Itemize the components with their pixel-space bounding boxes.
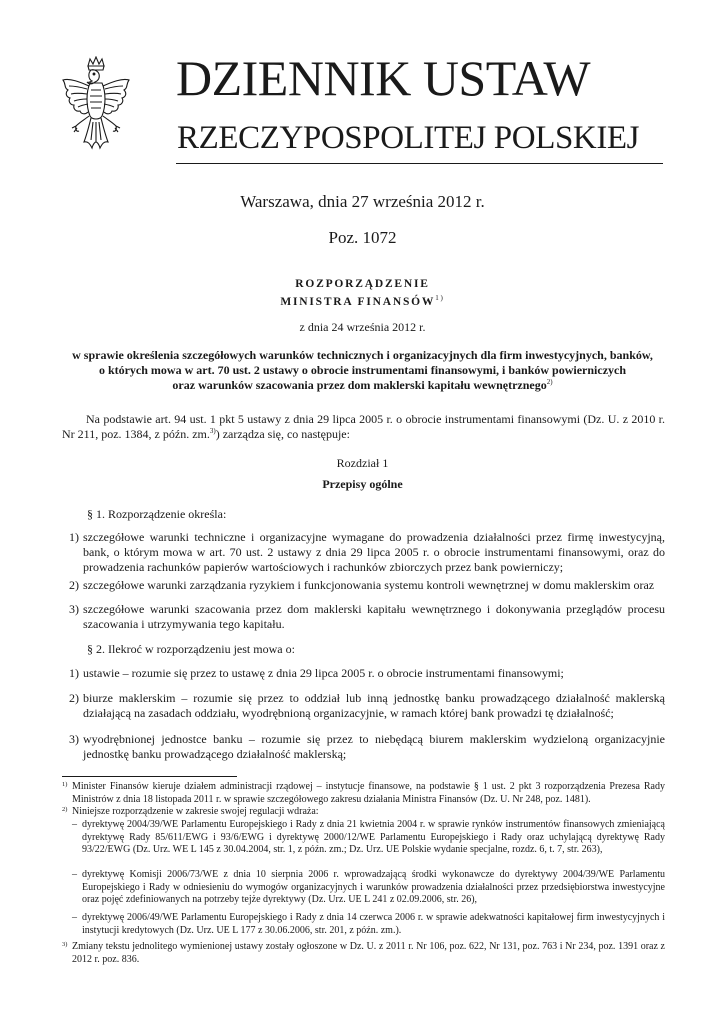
footnote-mark: 2) [62,806,68,813]
footnote-list-text: dyrektywę 2004/39/WE Parlamentu Europejskiego i Rady z dnia 21 kwietnia 2004 r. w sprawie rynków instrumentów finansowych zmieniającą dyrektywę Rady 85/611/EWG i 93/6/EWG i dyrektywę 2000/12/WE Parlamentu Europejskiego i Rady oraz uchylającą dyrektywę Rady 93/22/EWG (Dz. Urz. WE L 145 z 30.04.2004, str. 1, z późn. zm.; Dz. Urz. UE Polskie wydanie specjalne, rozdz. 6, t. 7, str. 263), [82,819,665,855]
act-issuer [60,295,665,309]
footnote-mark: 1) [62,781,68,788]
act-type: ROZPORZĄDZENIE [295,278,430,290]
footnote-list-item [72,912,665,937]
footnote-mark: 3) [62,941,68,948]
legal-basis-text-end: ) zarządza się, co następuje: [215,427,350,441]
journal-subtitle: RZECZYPOSPOLITEJ POLSKIEJ [177,120,640,156]
list-item-text: szczegółowe warunki zarządzania ryzykiem i funkcjonowania systemu kontroli wewnętrznej w domu maklerskim oraz [83,578,655,592]
list-item-text: szczegółowe warunki techniczne i organizacyjne wymagane do prowadzenia działalności przez firmę inwestycyjną, bank, o którym mowa w art. 70 ust. 2 ustawy z dnia 29 lipca 2005 r. o obrocie instrumentami finansowymi, oraz do prowadzenia rachunków papierów wartościowych i rachunków zbiorczych przez bank powierniczy; [83,530,665,574]
footnote-list-item [72,819,665,857]
list-item-text: biurze maklerskim – rozumie się przez to oddział lub inną jednostkę banku prowadzącego działalność maklerską działającą na zasadach oddziału, wyodrębnioną organizacyjnie, w ramach której bank prowadzi tę działalność; [83,691,665,720]
list-item [62,578,665,593]
list-item-number: 3) [69,602,79,616]
act-subject [60,348,665,393]
list-item-text: szczegółowe warunki szacowania przez dom maklerski kapitału wewnętrznego i dokonywania przeglądów procesu szacowania i utrzymywania tego kapitału. [83,602,665,631]
footnote-1 [62,781,665,806]
footnote-list-text: dyrektywę 2006/49/WE Parlamentu Europejskiego i Rady z dnia 14 czerwca 2006 r. w sprawie adekwatności kapitałowej firm inwestycyjnych i instytucji kredytowych (Dz. Urz. UE L 177 z 30.06.2006, str. 201, z późn. zm.). [82,912,665,936]
chapter-title: Przepisy ogólne [322,477,403,491]
footnote-2 [62,806,665,819]
footnote-text: Niniejsze rozporządzenie w zakresie swojej regulacji wdraża: [72,806,319,817]
act-date: z dnia 24 września 2012 r. [299,320,426,334]
footnote-text: Zmiany tekstu jednolitego wymienionej ustawy zostały ogłoszone w Dz. U. z 2011 r. Nr 106, poz. 622, Nr 131, poz. 763 i Nr 234, poz. 1391 oraz z 2012 r. poz. 836. [72,941,665,965]
list-item-text: ustawie – rozumie się przez to ustawę z dnia 29 lipca 2005 r. o obrocie instrumentami finansowymi; [83,666,564,680]
masthead-rule [176,163,663,164]
act-subject-line: w sprawie określenia szczegółowych warunków technicznych i organizacyjnych dla firm inwestycyjnych, banków, [72,348,653,362]
list-item-number: 3) [69,732,79,746]
dateline: Warszawa, dnia 27 września 2012 r. [240,192,485,211]
footnote-ref-3[interactable]: 3) [209,427,216,435]
footnote-list-text: dyrektywę Komisji 2006/73/WE z dnia 10 sierpnia 2006 r. wprowadzającą środki wykonawcze do dyrektywy 2004/39/WE Parlamentu Europejskiego i Rady w odniesieniu do wymogów organizacyjnych i warunków prowadzenia działalności przez przedsiębiorstwa inwestycyjne oraz pojęć zdefiniowanych na potrzeby tejże dyrektywy (Dz. Urz. UE L 241 z 02.09.2006, str. 26), [82,869,665,905]
act-subject-line-text: oraz warunków szacowania przez dom maklerski kapitału wewnętrznego [172,378,547,392]
footnote-separator [62,776,237,777]
list-item [62,666,665,681]
act-subject-line: o których mowa w art. 70 ust. 2 ustawy o obrocie instrumentami finansowymi, i banków powierniczych [98,363,627,377]
list-item [62,530,665,575]
legal-basis [62,412,665,442]
footnote-dash: – [72,869,77,880]
footnote-ref-1[interactable]: 1) [435,294,445,302]
list-item-text: wyodrębnionej jednostce banku – rozumie się przez to niebędącą biurem maklerskim wydzieloną organizacyjnie jednostkę banku prowadzącego działalność maklerską; [83,732,665,761]
footnote-text: Minister Finansów kieruje działem administracji rządowej – instytucje finansowe, na podstawie § 1 ust. 2 pkt 3 rozporządzenia Prezesa Rady Ministrów z dnia 18 listopada 2011 r. w sprawie szczegółowego zakresu działania Ministra Finansów (Dz. U. Nr 248, poz. 1481). [72,781,665,805]
footnote-ref-2[interactable]: 2) [546,378,553,386]
footnote-dash: – [72,819,77,830]
chapter-label: Rozdział 1 [336,456,389,470]
act-subject-line [60,378,665,393]
list-item-number: 1) [69,530,79,544]
footnote-3 [62,941,665,966]
position-number: Poz. 1072 [328,228,397,247]
footnote-dash: – [72,912,77,923]
list-item [62,691,665,721]
section-1-intro: § 1. Rozporządzenie określa: [87,507,227,521]
list-item [62,602,665,632]
white-eagle-emblem-icon [60,56,132,164]
list-item [62,732,665,762]
journal-title: DZIENNIK USTAW [176,50,591,106]
list-item-number: 2) [69,578,79,592]
legal-basis-text: Na podstawie art. 94 ust. 1 pkt 5 ustawy z dnia 29 lipca 2005 r. o obrocie instrumentami finansowymi (Dz. U. z 2010 r. Nr 211, poz. 1384, z późn. zm. [62,412,665,441]
section-2-intro: § 2. Ilekroć w rozporządzeniu jest mowa o: [87,642,295,656]
list-item-number: 2) [69,691,79,705]
act-issuer-text: MINISTRA FINANSÓW [280,296,436,308]
footnote-list-item [72,869,665,907]
list-item-number: 1) [69,666,79,680]
